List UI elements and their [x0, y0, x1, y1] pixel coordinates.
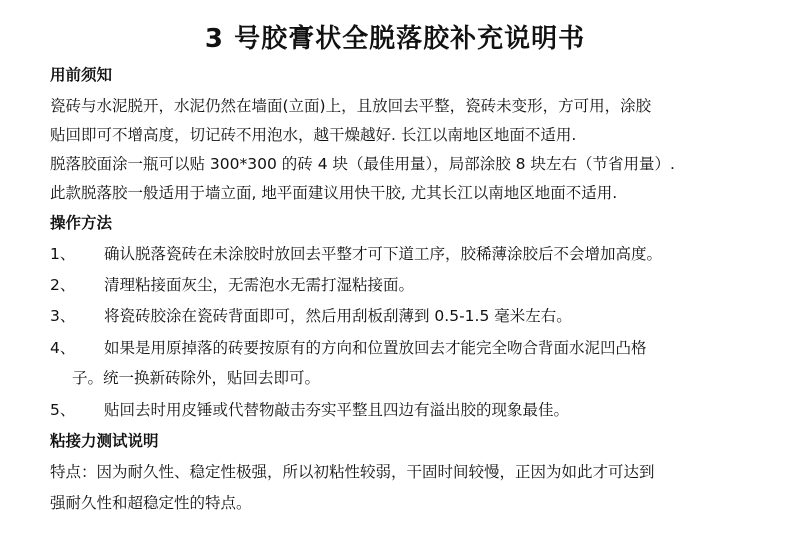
document-title: 3 号胶膏状全脱落胶补充说明书	[204, 24, 586, 54]
section-heading-method: 操作方法	[50, 214, 113, 232]
notice-line: 瓷砖与水泥脱开，水泥仍然在墙面(立面)上，且放回去平整，瓷砖未变形，方可用，涂胶	[50, 97, 652, 115]
step-number: 5、	[50, 401, 76, 419]
step-text: 贴回去时用皮锤或代替物敲击夯实平整且四边有溢出胶的现象最佳。	[104, 401, 570, 419]
notice-line: 贴回即可不增高度，切记砖不用泡水，越干燥越好. 长江以南地区地面不适用.	[50, 126, 577, 144]
step-text: 如果是用原掉落的砖要按原有的方向和位置放回去才能完全吻合背面水泥凹凸格	[104, 339, 647, 357]
test-line: 强耐久性和超稳定性的特点。	[50, 494, 252, 512]
step-number: 3、	[50, 307, 76, 325]
section-heading-test: 粘接力测试说明	[50, 432, 159, 450]
section-heading-notice: 用前须知	[50, 66, 113, 84]
step-text: 确认脱落瓷砖在未涂胶时放回去平整才可下道工序，胶稀薄涂胶后不会增加高度。	[104, 245, 663, 263]
step-number: 1、	[50, 245, 76, 263]
step-text-continued: 子。统一换新砖除外，贴回去即可。	[72, 369, 321, 387]
step-text: 清理粘接面灰尘，无需泡水无需打湿粘接面。	[104, 276, 415, 294]
step-text: 将瓷砖胶涂在瓷砖背面即可，然后用刮板刮薄到 0.5-1.5 毫米左右。	[104, 307, 572, 325]
test-line: 特点：因为耐久性、稳定性极强，所以初粘性较弱，干固时间较慢，正因为如此才可达到	[50, 463, 655, 481]
step-number: 4、	[50, 339, 76, 357]
step-number: 2、	[50, 276, 76, 294]
notice-line: 此款脱落胶一般适用于墙立面, 地平面建议用快干胶, 尤其长江以南地区地面不适用.	[50, 184, 618, 202]
notice-line: 脱落胶面涂一瓶可以贴 300*300 的砖 4 块（最佳用量），局部涂胶 8 块左右（节省用量）.	[50, 155, 675, 173]
